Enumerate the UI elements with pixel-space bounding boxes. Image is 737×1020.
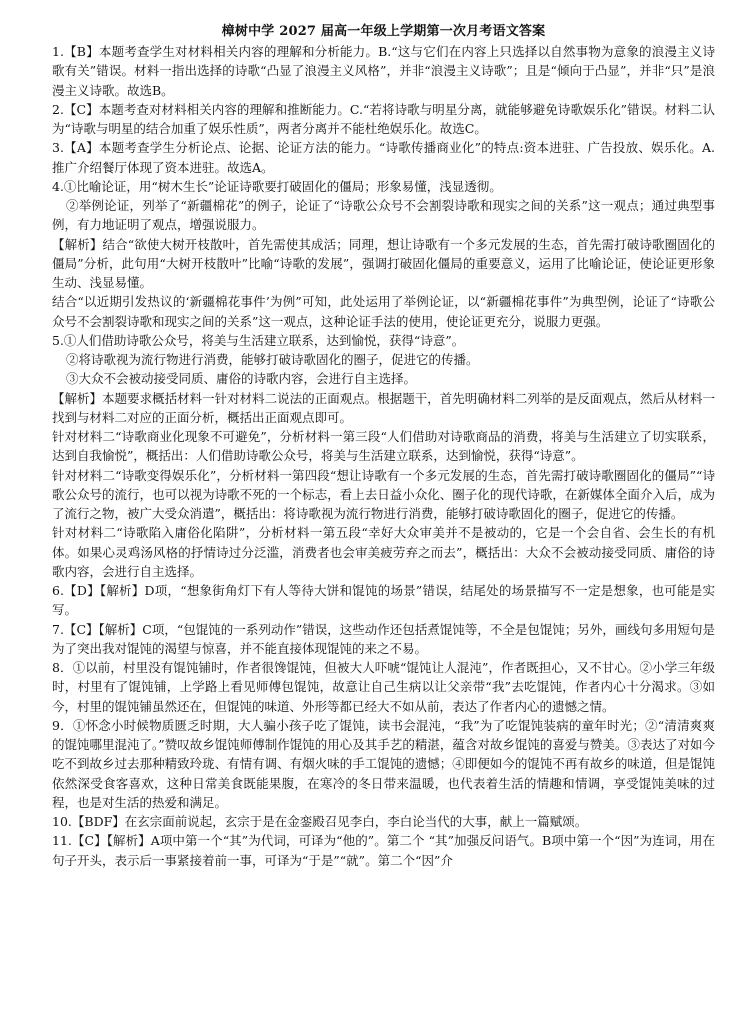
answer-1: 1.【B】本题考查学生对材料相关内容的理解和分析能力。B.“这与它们在内容上只选择以自然事物为意象的浪漫主义诗歌有关”错误。材料一指出选择的诗歌“凸显了浪漫主义风格”，并非“浪漫主义诗歌”；且是“倾向于凸显”，并非“只”是浪漫主义诗歌。故选B。 [52,44,715,98]
answer-7: 7.【C】【解析】C项，“包馄饨的一系列动作”错误，这些动作还包括煮馄饨等，不全是包馄饨；另外，画线句多用短句是为了突出我对馄饨的渴望与惊喜，并不能直接体现馄饨的来之不易。 [52,621,715,656]
answer-10: 10.【BDF】在玄宗面前说起，玄宗于是在金銮殿召见李白，李白论当代的大事，献上一篇赋颂。 [52,814,588,829]
answer-4-analysis-1: 【解析】结合“欲使大树开枝散叶，首先需使其成活；同理，想让诗歌有一个多元发展的生态，首先需打破诗歌圈固化的僵局”分析，此句用“大树开枝散叶”比喻“诗歌的发展”，强调打破固化僵局的重要意义，运用了比喻论证，使论证更形象生动、浅显易懂。 [52,236,715,290]
answer-2: 2.【C】本题考查对材料相关内容的理解和推断能力。C.“若将诗歌与明星分离，就能够避免诗歌娱乐化”错误。材料二认为“诗歌与明星的结合加重了娱乐性质”，两者分离并不能杜绝娱乐化。故选C。 [52,101,715,136]
answer-5-analysis-1: 针对材料二“诗歌商业化现象不可避免”，分析材料一第三段“人们借助对诗歌商品的消费，将美与生活建立了切实联系，达到自我愉悦”，概括出：人们借助诗歌公众号，将美与生活建立联系，达到愉悦，获得“诗意”。 [52,429,715,464]
answer-5-analysis-2: 针对材料二“诗歌变得娱乐化”，分析材料一第四段“想让诗歌有一个多元发展的生态，首先需打破诗歌圈固化的僵局”“诗歌公众号的流行，也可以视为诗歌不死的一个标志，看上去日益小众化、圈子化的现代诗歌，在新媒体全面介入后，成为了流行之物，被广大受众消遣”，概括出：将诗歌视为流行物进行消费，能够打破诗歌固化的圈子，促进它的传播。 [52,467,715,521]
answer-5-point-2: ②将诗歌视为流行物进行消费，能够打破诗歌固化的圈子，促进它的传播。 [66,352,479,367]
answer-5-analysis-3: 针对材料二“诗歌陷入庸俗化陷阱”，分析材料一第五段“幸好大众审美并不是被动的，它是一个会自省、会生长的有机体。如果心灵鸡汤风格的抒情诗过分泛滥，消费者也会审美疲劳弃之而去”，概括出：大众不会被动接受同质、庸俗的诗歌内容，会进行自主选择。 [52,525,715,579]
answer-5-point-3: ③大众不会被动接受同质、庸俗的诗歌内容，会进行自主选择。 [66,371,417,387]
answer-9: 9．①怀念小时候物质匮乏时期，大人骗小孩子吃了馄饨，读书会混沌，“我”为了吃馄饨装病的童年时光；②“清清爽爽的馄饨哪里混沌了。”赞叹故乡馄饨师傅制作馄饨的用心及其手艺的精湛，蕴含对故乡馄饨的喜爱与赞美。③表达了对如今吃不到故乡过去那种精致玲珑、有情有调、有烟火味的手工馄饨的遗憾；④即便如今的馄饨不再有故乡的味道，但是馄饨依然深受食客喜欢，这种日常美食既能果腹，在寒冷的冬日带来温暖，也代表着生活的情趣和情调，享受馄饨美味的过程，也是对生活的热爱和满足。 [52,717,715,810]
answer-4-point-2: ②举例论证，列举了“新疆棉花”的例子，论证了“诗歌公众号不会割裂诗歌和现实之间的关系”这一观点；通过典型事例，有力地证明了观点，增强说服力。 [52,198,715,233]
answer-8: 8．①以前，村里没有馄饨铺时，作者很馋馄饨，但被大人吓唬“馄饨让人混沌”，作者既担心，又不甘心。②小学三年级时，村里有了馄饨铺，上学路上看见师傅包馄饨，故意让自己生病以让父亲带“我”去吃馄饨，作者内心十分渴求。③如今，村里的馄饨铺虽然还在，但馄饨的味道、外形等都已经大不如从前，表达了作者内心的遗憾之情。 [52,660,715,714]
answer-5-analysis-intro: 【解析】本题要求概括材料一针对材料二说法的正面观点。根据题干，首先明确材料二列举的是反面观点，然后从材料一找到与材料二对应的正面分析，概括出正面观点即可。 [52,390,715,425]
answer-3: 3.【A】本题考查学生分析论点、论据、论证方法的能力。“诗歌传播商业化”的特点:资本进驻、广告投放、娱乐化。A.推广介绍餐厅体现了资本进驻。故选A。 [52,140,715,175]
answer-4-point-1: 4.①比喻论证，用“树木生长”论证诗歌要打破固化的僵局；形象易懂，浅显透彻。 [52,178,502,194]
answer-4-analysis-2: 结合“以近期引发热议的‘新疆棉花事件’为例”可知，此处运用了举例论证，以“新疆棉花事件”为典型例，论证了“诗歌公众号不会割裂诗歌和现实之间的关系”这一观点，这种论证手法的使用，使论证更充分，说服力更强。 [52,294,715,329]
answer-11: 11.【C】【解析】A项中第一个“其”为代词，可译为“他的”。第二个 “其”加强反问语气。B项中第一个“因”为连词，用在句子开头，表示后一事紧接着前一事，可译为“于是”“就”。第二个“因”介 [52,833,715,868]
page-title: 樟树中学 2027 届高一年级上学期第一次月考语文答案 [221,24,546,39]
answer-6: 6.【D】【解析】D项，“想象街角灯下有人等待大饼和馄饨的场景”错误，结尾处的场景描写不一定是想象，也可能是实写。 [52,583,715,618]
answer-5-point-1: 5.①人们借助诗歌公众号，将美与生活建立联系，达到愉悦，获得“诗意”。 [52,332,465,348]
